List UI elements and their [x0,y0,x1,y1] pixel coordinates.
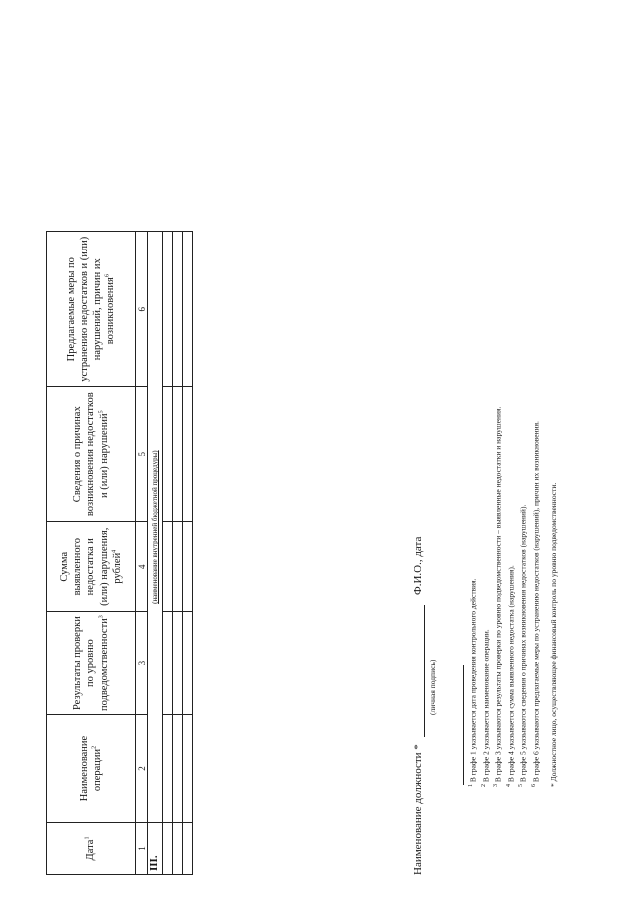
footnote-divider [463,665,464,785]
footnote: $^5$ В графе 5 указываются сведения о причинах возникновения недостатков (нарушений). [518,504,528,787]
column-number: 5 [136,387,148,522]
table-cell [162,715,172,823]
table-row [172,232,182,875]
header-results: Результаты проверки по уровню подведомственности$^3$ [47,612,136,715]
signature-line [424,605,425,737]
column-number: 4 [136,522,148,612]
table-header-row [47,232,136,875]
table-row [182,232,192,875]
footnote: $^6$ В графе 6 указываются предлагаемые меры по устранению недостатков (нарушений), причин их возникновения. [530,421,540,787]
header-amount: Сумма выявленного недостатка и (или) нарушения, рублей$^4$ [47,522,136,612]
table-cell [162,522,172,612]
table-cell [182,823,192,875]
table-row [162,232,172,875]
table-cell [182,232,192,387]
footnote-note: * Должностное лицо, осуществляющее финансовый контроль по уровню подведомственности. [549,482,558,787]
header-date: Дата$^1$ [47,823,136,875]
table-cell [162,387,172,522]
footnote: $^4$ В графе 4 указывается сумма выявленного недостатка (нарушения). [505,565,515,787]
column-number: 1 [136,823,148,875]
fio-date-label: Ф.И.О., дата [412,536,424,595]
footnote: $^3$ В графе 3 указываются результаты проверки по уровню подведомственности – выявленные недостатки и нарушения. [493,406,503,787]
table-cell [162,823,172,875]
table-cell [182,715,192,823]
report-table [46,231,193,875]
column-number: 2 [136,715,148,823]
signature-caption: (личная подпись) [428,659,437,715]
header-operation: Наименование операции$^2$ [47,715,136,823]
table-cell [162,232,172,387]
table-cell [172,612,182,715]
column-number-row [136,232,148,875]
table-cell [172,823,182,875]
table-cell [182,522,192,612]
column-number: 6 [136,232,148,387]
footnote: $^1$ В графе 1 указывается дата проведения контрольного действия. [468,578,478,787]
table-cell [182,387,192,522]
section-caption: (наименование внутренней бюджетной процедуры) [151,450,160,604]
table-cell [182,612,192,715]
table-cell [172,387,182,522]
section-row [148,232,163,875]
table-cell [172,715,182,823]
table-cell [172,522,182,612]
header-causes: Сведения о причинах возникновения недостатков и (или) нарушений$^5$ [47,387,136,522]
footnote: $^2$ В графе 2 указывается наименование операции. [480,629,490,787]
section-number: III. [148,823,163,875]
column-number: 3 [136,612,148,715]
table-cell [162,612,172,715]
section-caption-cell [148,232,163,823]
footnotes [466,407,559,787]
position-label: Наименование должности * [412,744,424,875]
signature-block [412,375,444,875]
table-cell [172,232,182,387]
header-measures: Предлагаемые меры по устранению недостатков и (или) нарушений, причин их возникновения$^6$ [47,232,136,387]
